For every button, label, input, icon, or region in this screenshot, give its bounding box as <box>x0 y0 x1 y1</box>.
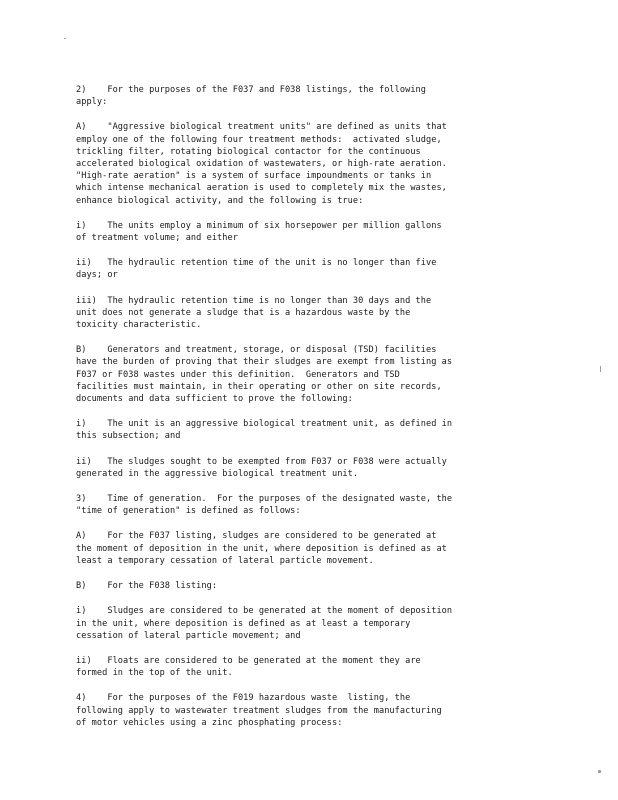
text-line: A) "Aggressive biological treatment units" are defined as units that <box>76 122 447 133</box>
paragraph <box>76 220 546 244</box>
text-line: cessation of lateral particle movement; and <box>76 630 301 641</box>
paragraph <box>76 121 546 206</box>
paragraph <box>76 344 546 405</box>
text-line: 2) For the purposes of the F037 and F038 listings, the following <box>76 85 426 95</box>
text-line: ii) The sludges sought to be exempted from F037 or F038 were actually <box>76 456 447 467</box>
text-line: days; or <box>76 270 118 281</box>
text-line: "High-rate aeration" is a system of surface impoundments or tanks in <box>76 171 432 182</box>
text-line: in the unit, where deposition is defined as at least a temporary <box>76 618 411 629</box>
text-line: have the burden of proving that their sludges are exempt from listing as <box>76 357 453 368</box>
paragraph <box>76 295 546 332</box>
text-line: ii) Floats are considered to be generated at the moment they are <box>76 655 421 666</box>
paragraph <box>76 580 546 592</box>
scan-speck <box>598 770 601 773</box>
text-line: the moment of deposition in the unit, where deposition is defined as at <box>76 543 447 554</box>
text-line: "time of generation" is defined as follows: <box>76 506 301 517</box>
text-line: 3) Time of generation. For the purposes of the designated waste, the <box>76 494 453 505</box>
paragraph <box>76 418 546 442</box>
text-line: of treatment volume; and either <box>76 233 238 244</box>
text-line: i) The units employ a minimum of six horsepower per million gallons <box>76 220 442 231</box>
scan-speck <box>64 38 66 39</box>
text-line: A) For the F037 listing, sludges are considered to be generated at <box>76 531 437 542</box>
text-line: facilities must maintain, in their operating or other on site records, <box>76 381 442 392</box>
text-line: generated in the aggressive biological treatment unit. <box>76 468 359 479</box>
text-line: least a temporary cessation of lateral particle movement. <box>76 555 374 566</box>
paragraph <box>76 655 546 679</box>
text-line: of motor vehicles using a zinc phosphating process: <box>76 717 343 728</box>
paragraph <box>76 257 546 281</box>
text-line: unit does not generate a sludge that is a hazardous waste by the <box>76 307 411 318</box>
paragraph <box>76 493 546 517</box>
paragraph <box>76 84 546 108</box>
text-line: following apply to wastewater treatment sludges from the manufacturing <box>76 705 442 716</box>
text-line: i) The unit is an aggressive biological treatment unit, as defined in <box>76 419 453 430</box>
text-line: i) Sludges are considered to be generated at the moment of deposition <box>76 606 453 617</box>
paragraph <box>76 456 546 480</box>
paragraph <box>76 692 546 729</box>
paragraph <box>76 605 546 642</box>
paragraph <box>76 530 546 567</box>
text-line: this subsection; and <box>76 431 181 442</box>
scan-speck <box>600 366 601 372</box>
text-line: apply: <box>76 97 108 108</box>
text-line: 4) For the purposes of the F019 hazardous waste listing, the <box>76 693 411 704</box>
text-line: ii) The hydraulic retention time of the unit is no longer than five <box>76 258 437 269</box>
text-line: B) For the F038 listing: <box>76 581 218 592</box>
text-line: enhance biological activity, and the following is true: <box>76 195 364 206</box>
text-line: B) Generators and treatment, storage, or disposal (TSD) facilities <box>76 345 437 356</box>
text-line: iii) The hydraulic retention time is no longer than 30 days and the <box>76 295 432 306</box>
text-line: toxicity characteristic. <box>76 320 202 331</box>
document-body <box>76 84 546 742</box>
text-line: accelerated biological oxidation of wastewaters, or high-rate aeration. <box>76 159 447 170</box>
text-line: formed in the top of the unit. <box>76 668 233 679</box>
text-line: F037 or F038 wastes under this definition. Generators and TSD <box>76 369 400 380</box>
text-line: which intense mechanical aeration is used to completely mix the wastes, <box>76 183 447 194</box>
text-line: employ one of the following four treatment methods: activated sludge, <box>76 134 442 145</box>
text-line: trickling filter, rotating biological contactor for the continuous <box>76 146 421 157</box>
text-line: documents and data sufficient to prove the following: <box>76 394 353 405</box>
